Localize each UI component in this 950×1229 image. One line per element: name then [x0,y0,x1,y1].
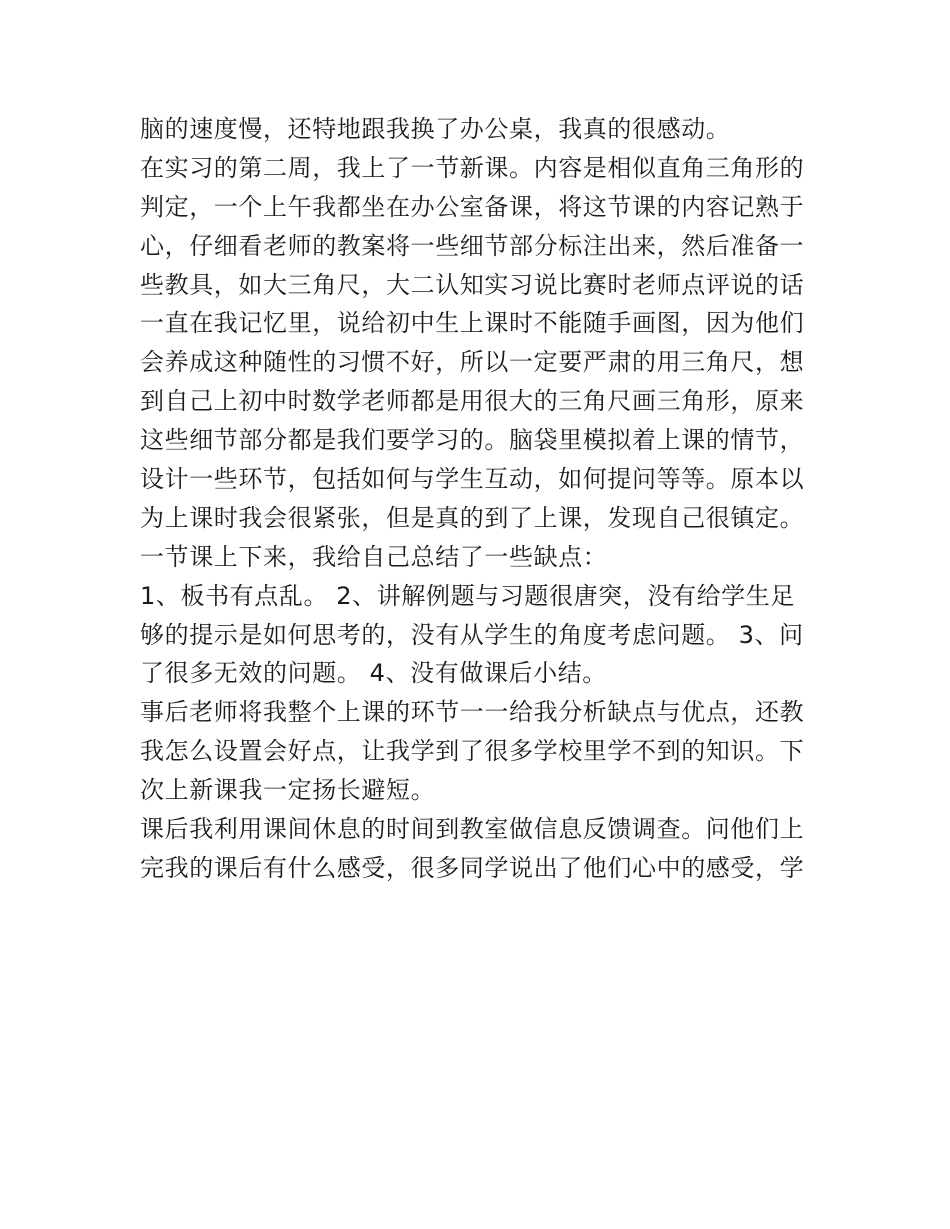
text-line: 课后我利用课间休息的时间到教室做信息反馈调查。问他们上 [140,815,805,844]
text-line: 次上新课我一定扬长避短。 [140,776,436,805]
text-line: 设计一些环节，包括如何与学生互动，如何提问等等。原本以 [140,465,805,494]
text-line: 1、板书有点乱。 2、讲解例题与习题很唐突，没有给学生足 [140,581,795,610]
text-line: 够的提示是如何思考的，没有从学生的角度考虑问题。 3、问 [140,620,804,649]
text-line: 些教具，如大三角尺，大二认知实习说比赛时老师点评说的话 [140,270,805,299]
text-line: 我怎么设置会好点，让我学到了很多学校里学不到的知识。下 [140,737,805,766]
text-line: 完我的课后有什么感受，很多同学说出了他们心中的感受，学 [140,853,805,882]
text-line: 心，仔细看老师的教案将一些细节部分标注出来，然后准备一 [140,231,805,260]
text-line: 为上课时我会很紧张，但是真的到了上课，发现自己很镇定。 [140,503,805,532]
text-line: 会养成这种随性的习惯不好，所以一定要严肃的用三角尺，想 [140,348,805,377]
body-text [140,110,820,888]
text-line: 这些细节部分都是我们要学习的。脑袋里模拟着上课的情节， [140,426,805,455]
text-line: 脑的速度慢，还特地跟我换了办公桌，我真的很感动。 [140,115,731,143]
text-line: 一节课上下来，我给自己总结了一些缺点： [140,542,608,571]
text-line: 到自己上初中时数学老师都是用很大的三角尺画三角形，原来 [140,387,805,416]
text-line: 在实习的第二周，我上了一节新课。内容是相似直角三角形的 [140,153,805,182]
text-line: 了很多无效的问题。 4、没有做课后小结。 [140,659,607,688]
text-line: 事后老师将我整个上课的环节一一给我分析缺点与优点，还教 [140,698,805,727]
text-line: 判定，一个上午我都坐在办公室备课，将这节课的内容记熟于 [140,192,805,221]
text-line: 一直在我记忆里，说给初中生上课时不能随手画图，因为他们 [140,309,805,338]
